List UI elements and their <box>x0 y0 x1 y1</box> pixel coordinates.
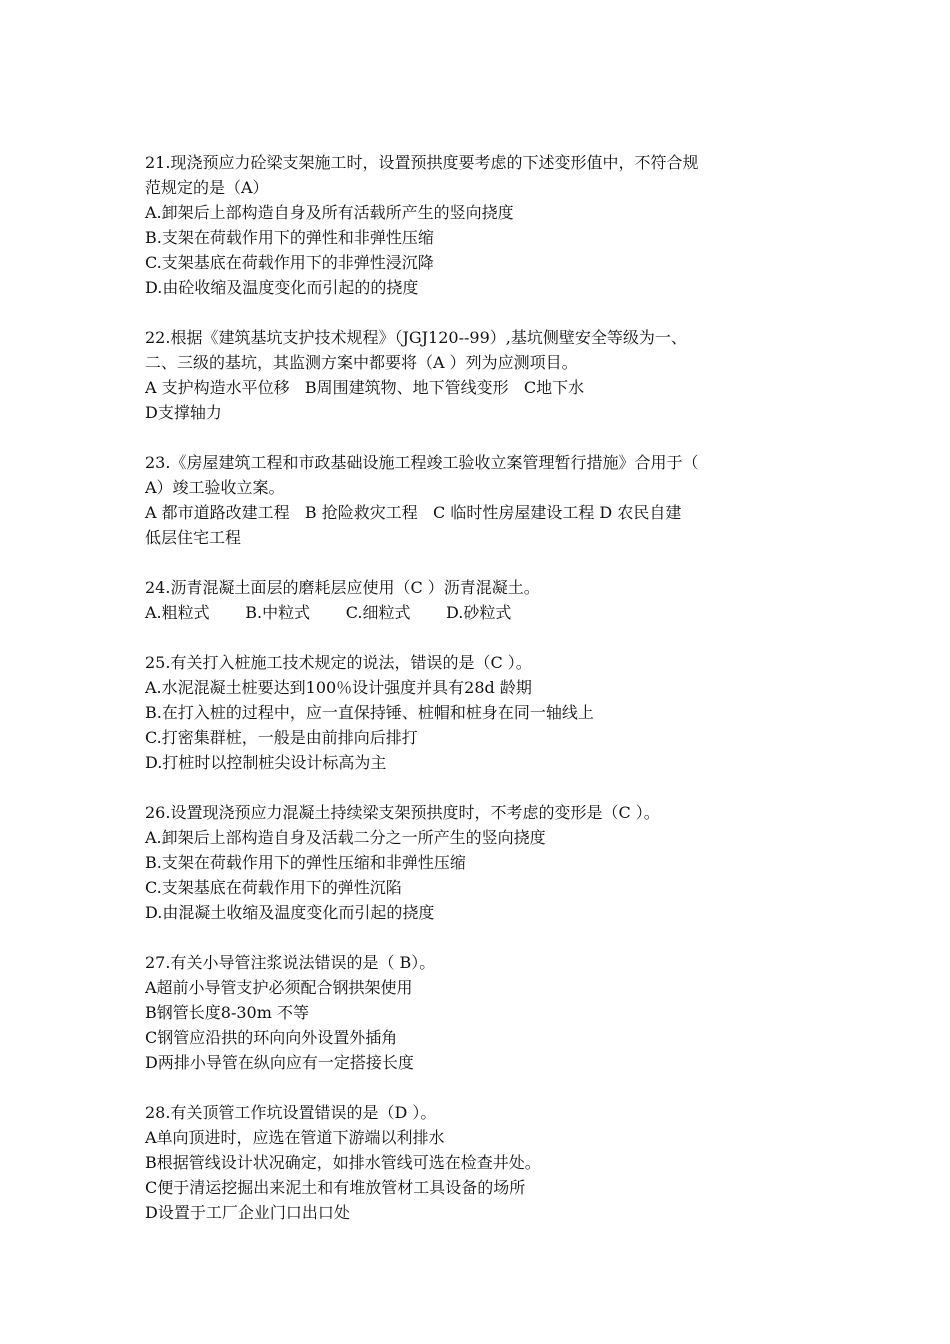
option-d: D两排小导管在纵向应有一定搭接长度 <box>145 1053 414 1072</box>
options-line: A 都市道路改建工程 B 抢险救灾工程 C 临时性房屋建设工程 D 农民自建 <box>145 503 682 522</box>
option-b: B.在打入桩的过程中，应一直保持锤、桩帽和桩身在同一轴线上 <box>145 703 594 722</box>
option-c: C.支架基底在荷载作用下的非弹性浸沉降 <box>145 253 434 272</box>
option-d: D.由混凝土收缩及温度变化而引起的挠度 <box>145 903 435 922</box>
option-b: B.支架在荷载作用下的弹性压缩和非弹性压缩 <box>145 853 466 872</box>
option-b: B.支架在荷载作用下的弹性和非弹性压缩 <box>145 228 434 247</box>
option-c: C.支架基底在荷载作用下的弹性沉陷 <box>145 878 402 897</box>
question-stem: 23.《房屋建筑工程和市政基础设施工程竣工验收立案管理暂行措施》合用于（ <box>145 453 699 472</box>
question-stem: 范规定的是（A） <box>145 178 269 197</box>
question-stem: 21.现浇预应力砼梁支架施工时，设置预拱度要考虑的下述变形值中，不符合规 <box>145 153 699 172</box>
option-c: C.打密集群桩，一般是由前排向后排打 <box>145 728 418 747</box>
question-23 <box>145 450 815 550</box>
document-page <box>145 150 815 1250</box>
question-stem: 25.有关打入桩施工技术规定的说法，错误的是（C ）。 <box>145 653 532 672</box>
option-a: A.水泥混凝土桩要达到100％设计强度并具有28d 龄期 <box>145 678 532 697</box>
question-22 <box>145 325 815 425</box>
option-d: D.打桩时以控制桩尖设计标高为主 <box>145 753 387 772</box>
option-a: A单向顶进时，应选在管道下游端以利排水 <box>145 1128 445 1147</box>
question-27 <box>145 950 815 1075</box>
option-b: B根据管线设计状况确定，如排水管线可选在检查井处。 <box>145 1153 541 1172</box>
options-line: A.粗粒式 B.中粒式 C.细粒式 D.砂粒式 <box>145 603 512 622</box>
option-a: A.卸架后上部构造自身及活载二分之一所产生的竖向挠度 <box>145 828 546 847</box>
question-stem: A）竣工验收立案。 <box>145 478 285 497</box>
question-stem: 二、三级的基坑，其监测方案中都要将（A ）列为应测项目。 <box>145 353 578 372</box>
question-25 <box>145 650 815 775</box>
question-stem: 24.沥青混凝土面层的磨耗层应使用（C ）沥青混凝土。 <box>145 578 540 597</box>
question-stem: 22.根据《建筑基坑支护技术规程》（JGJ120--99）,基坑侧壁安全等级为一、 <box>145 328 687 347</box>
option-d: D.由砼收缩及温度变化而引起的的挠度 <box>145 278 419 297</box>
question-stem: 28.有关顶管工作坑设置错误的是（D ）。 <box>145 1103 437 1122</box>
options-line: A 支护构造水平位移 B周围建筑物、地下管线变形 C地下水 <box>145 378 585 397</box>
options-line: 低层住宅工程 <box>145 528 242 547</box>
option-a: A超前小导管支护必须配合钢拱架使用 <box>145 978 413 997</box>
option-b: B钢管长度8-30m 不等 <box>145 1003 309 1022</box>
question-stem: 27.有关小导管注浆说法错误的是（ B）。 <box>145 953 436 972</box>
question-26 <box>145 800 815 925</box>
question-21 <box>145 150 815 300</box>
question-28 <box>145 1100 815 1225</box>
option-c: C钢管应沿拱的环向向外设置外插角 <box>145 1028 398 1047</box>
option-d: D设置于工厂企业门口出口处 <box>145 1203 350 1222</box>
question-24 <box>145 575 815 625</box>
option-c: C便于清运挖掘出来泥土和有堆放管材工具设备的场所 <box>145 1178 526 1197</box>
option-a: A.卸架后上部构造自身及所有活载所产生的竖向挠度 <box>145 203 514 222</box>
question-stem: 26.设置现浇预应力混凝土持续梁支架预拱度时，不考虑的变形是（C ）。 <box>145 803 660 822</box>
option-d: D支撑轴力 <box>145 403 222 422</box>
